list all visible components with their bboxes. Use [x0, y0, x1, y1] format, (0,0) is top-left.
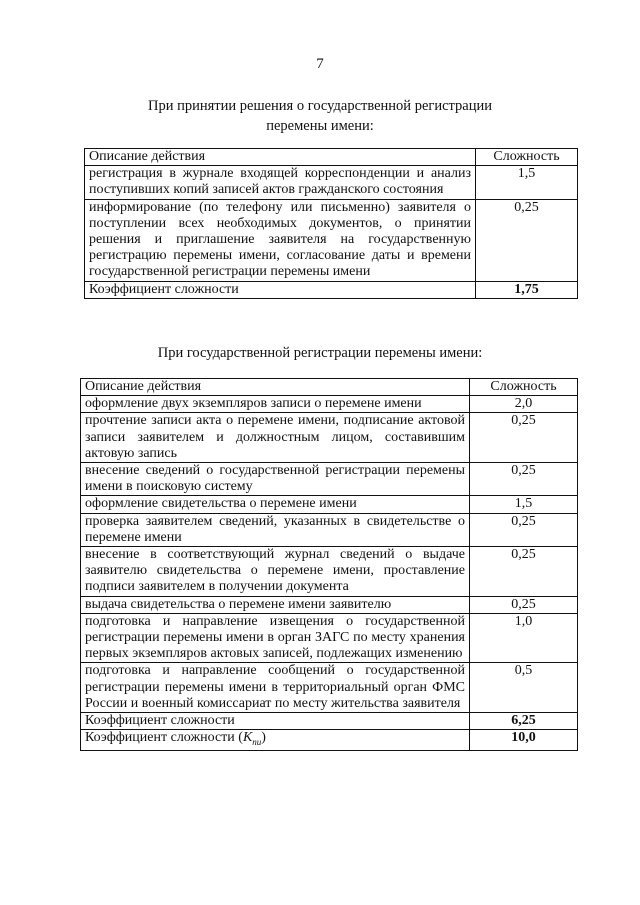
section-1-heading — [0, 96, 640, 136]
table-row — [85, 199, 578, 281]
table-row — [81, 496, 578, 513]
complexity-value: 1,0 — [470, 613, 578, 663]
total-row — [85, 281, 578, 298]
table-2-body — [81, 379, 578, 751]
final-coefficient-label-cell — [81, 730, 470, 751]
table-row — [81, 396, 578, 413]
complexity-value: 0,25 — [470, 413, 578, 463]
complexity-value: 0,25 — [470, 547, 578, 597]
complexity-value: 0,25 — [470, 463, 578, 496]
action-description: внесение сведений о государственной регистрации перемены имени в поисковую систему — [81, 463, 470, 496]
action-description: регистрация в журнале входящей корреспонденции и анализ поступивших копий записей актов гражданского состояния — [85, 166, 476, 199]
page-number: 7 — [316, 56, 324, 72]
coefficient-subscript: пи — [252, 737, 262, 748]
table-row — [81, 663, 578, 713]
complexity-value: 2,0 — [470, 396, 578, 413]
complexity-value: 0,25 — [470, 596, 578, 613]
table-header-row — [85, 149, 578, 166]
final-coefficient-value: 10,0 — [470, 730, 578, 751]
table-row — [81, 513, 578, 546]
section-1-heading-line-1: При принятии решения о государственной регистрации — [147, 98, 493, 114]
final-coefficient-close: ) — [261, 730, 266, 746]
action-description: подготовка и направление извещения о государственной регистрации перемены имени в орган ЗАГС по месту хранения первых экземпляров актовых записей, подлежащих изменению — [81, 613, 470, 663]
total-label: Коэффициент сложности — [85, 281, 476, 298]
table-row — [81, 596, 578, 613]
table-row — [81, 547, 578, 597]
section-2-heading: При государственной регистрации перемены имени: — [157, 345, 483, 361]
complexity-value: 0,25 — [470, 513, 578, 546]
complexity-value: 1,5 — [476, 166, 578, 199]
complexity-value: 0,25 — [476, 199, 578, 281]
action-description: оформление свидетельства о перемене имени — [81, 496, 470, 513]
final-coefficient-row — [81, 730, 578, 751]
section-1-heading-line-2: перемены имени: — [266, 118, 374, 134]
action-description: внесение в соответствующий журнал сведений о выдаче заявителю свидетельства о перемене имени, проставление подписи заявителем в получении документа — [81, 547, 470, 597]
table-row — [81, 613, 578, 663]
column-header-description: Описание действия — [85, 149, 476, 166]
complexity-value: 1,5 — [470, 496, 578, 513]
table-header-row — [81, 379, 578, 396]
total-row — [81, 713, 578, 730]
coefficient-symbol: K — [242, 730, 253, 746]
complexity-table-registration — [80, 378, 578, 751]
complexity-table-decision — [84, 148, 578, 299]
column-header-description: Описание действия — [81, 379, 470, 396]
action-description: выдача свидетельства о перемене имени заявителю — [81, 596, 470, 613]
total-label: Коэффициент сложности — [81, 713, 470, 730]
table-1-body — [85, 149, 578, 299]
table-row — [81, 463, 578, 496]
table-row — [85, 166, 578, 199]
action-description: информирование (по телефону или письменно) заявителя о поступлении всех необходимых документов, о принятии решения и приглашение заявителя на государственную регистрацию перемены имени, согласование даты и времени государственной регистрации перемены имени — [85, 199, 476, 281]
total-value: 1,75 — [476, 281, 578, 298]
final-coefficient-label: Коэффициент сложности ( — [85, 730, 243, 746]
table-row — [81, 413, 578, 463]
action-description: оформление двух экземпляров записи о перемене имени — [81, 396, 470, 413]
action-description: прочтение записи акта о перемене имени, подписание актовой записи заявителем и должностным лицом, составившим актовую запись — [81, 413, 470, 463]
column-header-complexity: Сложность — [470, 379, 578, 396]
action-description: подготовка и направление сообщений о государственной регистрации перемены имени в территориальный орган ФМС России и военный комиссариат по месту жительства заявителя — [81, 663, 470, 713]
action-description: проверка заявителем сведений, указанных в свидетельстве о перемене имени — [81, 513, 470, 546]
complexity-value: 0,5 — [470, 663, 578, 713]
total-value: 6,25 — [470, 713, 578, 730]
column-header-complexity: Сложность — [476, 149, 578, 166]
